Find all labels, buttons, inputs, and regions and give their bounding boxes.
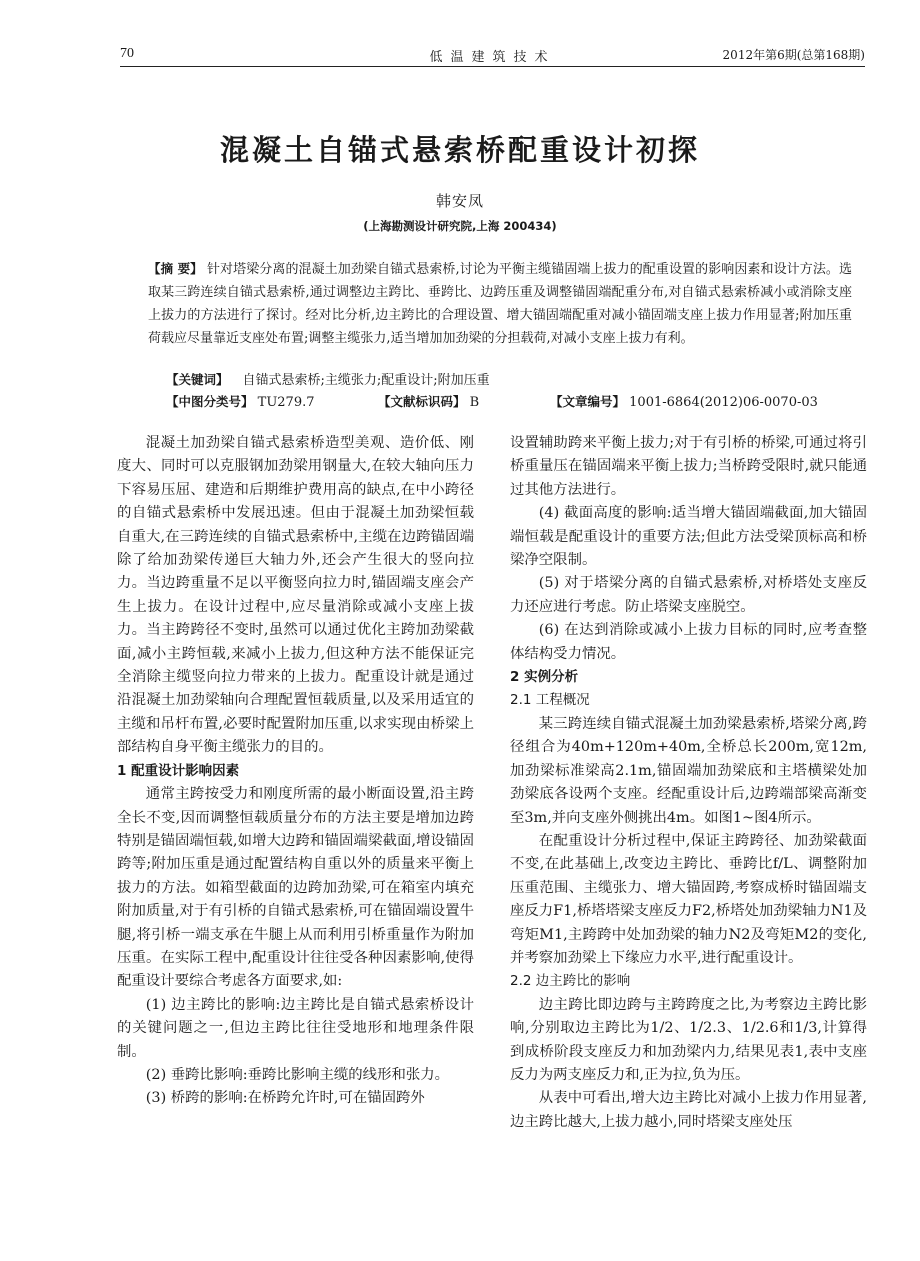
body-paragraph: 某三跨连续自锚式混凝土加劲梁悬索桥,塔梁分离,跨径组合为40m+120m+40m,全桥总长200m,宽12m,加劲梁标准梁高2.1m,锚固端加劲梁底和主塔横梁处加劲梁底各设两个支座。经配重设计后,边跨端部梁高渐变至3m,并向支座外侧挑出4m。如图1~图4所示。 xyxy=(510,715,867,826)
body-paragraph: 在配重设计分析过程中,保证主跨跨径、加劲梁截面不变,在此基础上,改变边主跨比、垂跨比f/L、调整附加压重范围、主缆张力、增大锚固跨,考察成桥时锚固端支座反力F1,桥塔塔梁支座反力F2,桥塔处加劲梁轴力N1及弯矩M1,主跨跨中处加劲梁的轴力N2及弯矩M2的变化,并考察加劲梁上下缘应力水平,进行配重设计。 xyxy=(510,832,867,966)
author: 韩安凤 xyxy=(435,192,484,210)
clc-value: TU279.7 xyxy=(257,395,315,410)
keywords xyxy=(166,369,490,388)
body-paragraph: 从表中可看出,增大边主跨比对减小上拔力作用显著,边主跨比越大,上拔力越小,同时塔梁支座处压 xyxy=(510,1090,867,1130)
list-item: (4) 截面高度的影响:适当增大锚固端截面,加大锚固端恒载是配重设计的重要方法;但此方法受梁顶标高和桥梁净空限制。 xyxy=(510,505,867,569)
list-item: (2) 垂跨比影响:垂跨比影响主缆的线形和张力。 xyxy=(145,1066,450,1083)
keywords-label: 【关键词】 xyxy=(166,372,229,387)
subsection-heading-2-2: 2.2 边主跨比的影响 xyxy=(510,973,631,990)
article-number-label: 【文章编号】 xyxy=(550,394,626,409)
intro-paragraph: 混凝土加劲梁自锚式悬索桥造型美观、造价低、刚度大、同时可以克服钢加劲梁用钢量大,在较大轴向压力下容易压屈、建造和后期维护费用高的缺点,在中小跨径的自锚式悬索桥中发展迅速。但由于混凝土加劲梁恒载自重大,在三跨连续的自锚式悬索桥中,主缆在边跨锚固端除了给加劲梁传递巨大轴力外,还会产生很大的竖向拉力。当边跨重量不足以平衡竖向拉力时,锚固端支座会产生上拔力。在设计过程中,应尽量消除或减小支座上拔力。当主跨跨径不变时,虽然可以通过优化主跨加劲梁截面,减小主跨恒载,来减小上拔力,但这种方法不能保证完全消除主缆竖向拉力带来的上拔力。配重设计就是通过沿混凝土加劲梁轴向合理配置恒载质量,以及采用适宜的主缆和吊杆布置,必要时配置附加压重,以求实现由桥梁上部结构自身平衡主缆张力的目的。 xyxy=(117,435,474,756)
clc xyxy=(166,392,315,410)
issue-info: 2012年第6期(总第168期) xyxy=(722,48,865,62)
body-paragraph: 边主跨比即边跨与主跨跨度之比,为考察边主跨比影响,分别取边主跨比为1/2、1/2.3、1/2.6和1/3,计算得到成桥阶段支座反力和加劲梁内力,结果见表1,表中支座反力为两支座反力和,正为拉,负为压。 xyxy=(510,996,867,1083)
page-number: 70 xyxy=(120,46,134,61)
affiliation: (上海勘测设计研究院,上海 200434) xyxy=(363,219,557,233)
keywords-text: 自锚式悬索桥;主缆张力;配重设计;附加压重 xyxy=(242,373,490,388)
running-header xyxy=(120,40,865,66)
left-column xyxy=(117,432,474,1111)
doc-code-label: 【文献标识码】 xyxy=(378,394,466,409)
list-item: (5) 对于塔梁分离的自锚式悬索桥,对桥塔处支座反力还应进行考虑。防止塔梁支座脱空。 xyxy=(510,575,867,615)
abstract xyxy=(148,257,852,350)
body-paragraph: 设置辅助跨来平衡上拔力;对于有引桥的桥梁,可通过将引桥重量压在锚固端来平衡上拔力;当桥跨受限时,就只能通过其他方法进行。 xyxy=(510,435,867,498)
article-number xyxy=(550,392,818,410)
article-title: 混凝土自锚式悬索桥配重设计初探 xyxy=(219,133,700,167)
body-paragraph: 通常主跨按受力和刚度所需的最小断面设置,沿主跨全长不变,因而调整恒载质量分布的方法主要是增加边跨特别是锚固端恒载,如增大边跨和锚固端梁截面,增设锚固跨等;附加压重是通过配置结构自重以外的质量来平衡上拔力的方法。如箱型截面的边跨加劲梁,可在箱室内填充附加质量,对于有引桥的自锚式悬索桥,可在锚固端设置牛腿,将引桥一端支承在牛腿上从而利用引桥重量作为附加压重。在实际工程中,配重设计往往受各种因素影响,使得配重设计要综合考虑各方面要求,如: xyxy=(117,786,474,990)
article-number-value: 1001-6864(2012)06-0070-03 xyxy=(629,395,818,410)
subsection-heading-2-1: 2.1 工程概况 xyxy=(510,692,590,709)
doc-code-value: B xyxy=(469,395,480,410)
header-rule xyxy=(120,66,865,67)
abstract-text: 针对塔梁分离的混凝土加劲梁自锚式悬索桥,讨论为平衡主缆锚固端上拔力的配重设置的影响因素和设计方法。选取某三跨连续自锚式悬索桥,通过调整边主跨比、垂跨比、边跨压重及调整锚固端配重分布,对自锚式悬索桥减小或消除支座上拔力的方法进行了探讨。经对比分析,边主跨比的合理设置、增大锚固端配重对减小锚固端支座上拔力作用显著;附加压重荷载应尽量靠近支座处布置;调整主缆张力,适当增加加劲梁的分担载荷,对减小支座上拔力有利。 xyxy=(148,262,852,346)
right-column xyxy=(510,432,867,1134)
clc-label: 【中图分类号】 xyxy=(166,394,254,409)
list-item: (1) 边主跨比的影响:边主跨比是自锚式悬索桥设计的关键问题之一,但边主跨比往往受地形和地理条件限制。 xyxy=(117,996,474,1060)
list-item: (3) 桥跨的影响:在桥跨允许时,可在锚固跨外 xyxy=(145,1090,425,1107)
journal-name: 低温建筑技术 xyxy=(429,50,556,65)
section-heading-2: 2 实例分析 xyxy=(510,669,579,686)
doc-code xyxy=(378,392,479,410)
abstract-label: 【摘 要】 xyxy=(148,261,203,276)
section-heading-1: 1 配重设计影响因素 xyxy=(117,762,240,779)
list-item: (6) 在达到消除或减小上拔力目标的同时,应考查整体结构受力情况。 xyxy=(510,622,867,662)
